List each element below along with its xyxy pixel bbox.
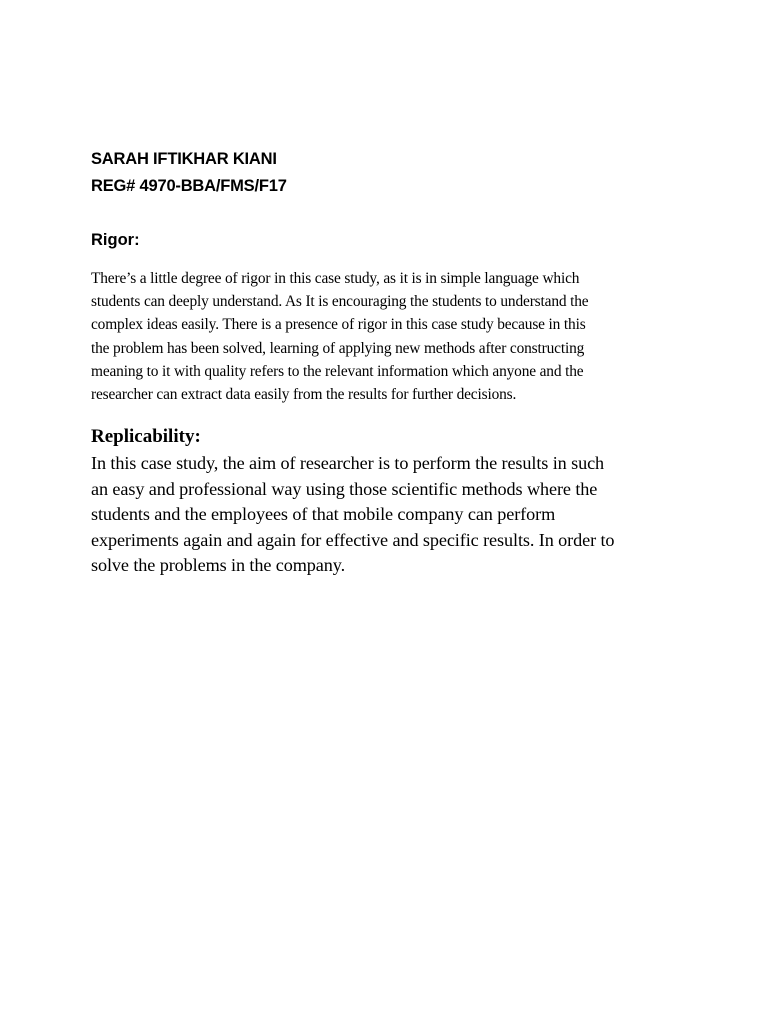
rigor-line: researcher can extract data easily from the results for further decisions.	[91, 386, 517, 404]
rigor-line: students can deeply understand. As It is encouraging the students to understand the	[91, 293, 589, 311]
rigor-paragraph	[91, 267, 691, 406]
replicability-line: experiments again and again for effective and specific results. In order to	[91, 529, 615, 550]
replicability-paragraph	[91, 451, 691, 579]
replicability-line: students and the employees of that mobile company can perform	[91, 504, 556, 524]
replicability-line: In this case study, the aim of researcher is to perform the results in such	[91, 453, 605, 473]
replicability-line: an easy and professional way using those scientific methods where the	[91, 478, 598, 499]
registration-number: REG# 4970-BBA/FMS/F17	[91, 177, 287, 195]
rigor-line: There’s a little degree of rigor in this case study, as it is in simple language which	[91, 270, 580, 287]
replicability-heading: Replicability:	[91, 426, 201, 447]
rigor-line: complex ideas easily. There is a presence of rigor in this case study because in this	[91, 316, 586, 334]
author-name: SARAH IFTIKHAR KIANI	[91, 150, 277, 168]
rigor-line: meaning to it with quality refers to the relevant information which anyone and the	[91, 362, 584, 380]
replicability-line: solve the problems in the company.	[91, 555, 346, 575]
rigor-heading: Rigor:	[91, 231, 140, 249]
rigor-line: the problem has been solved, learning of applying new methods after constructing	[91, 339, 585, 357]
